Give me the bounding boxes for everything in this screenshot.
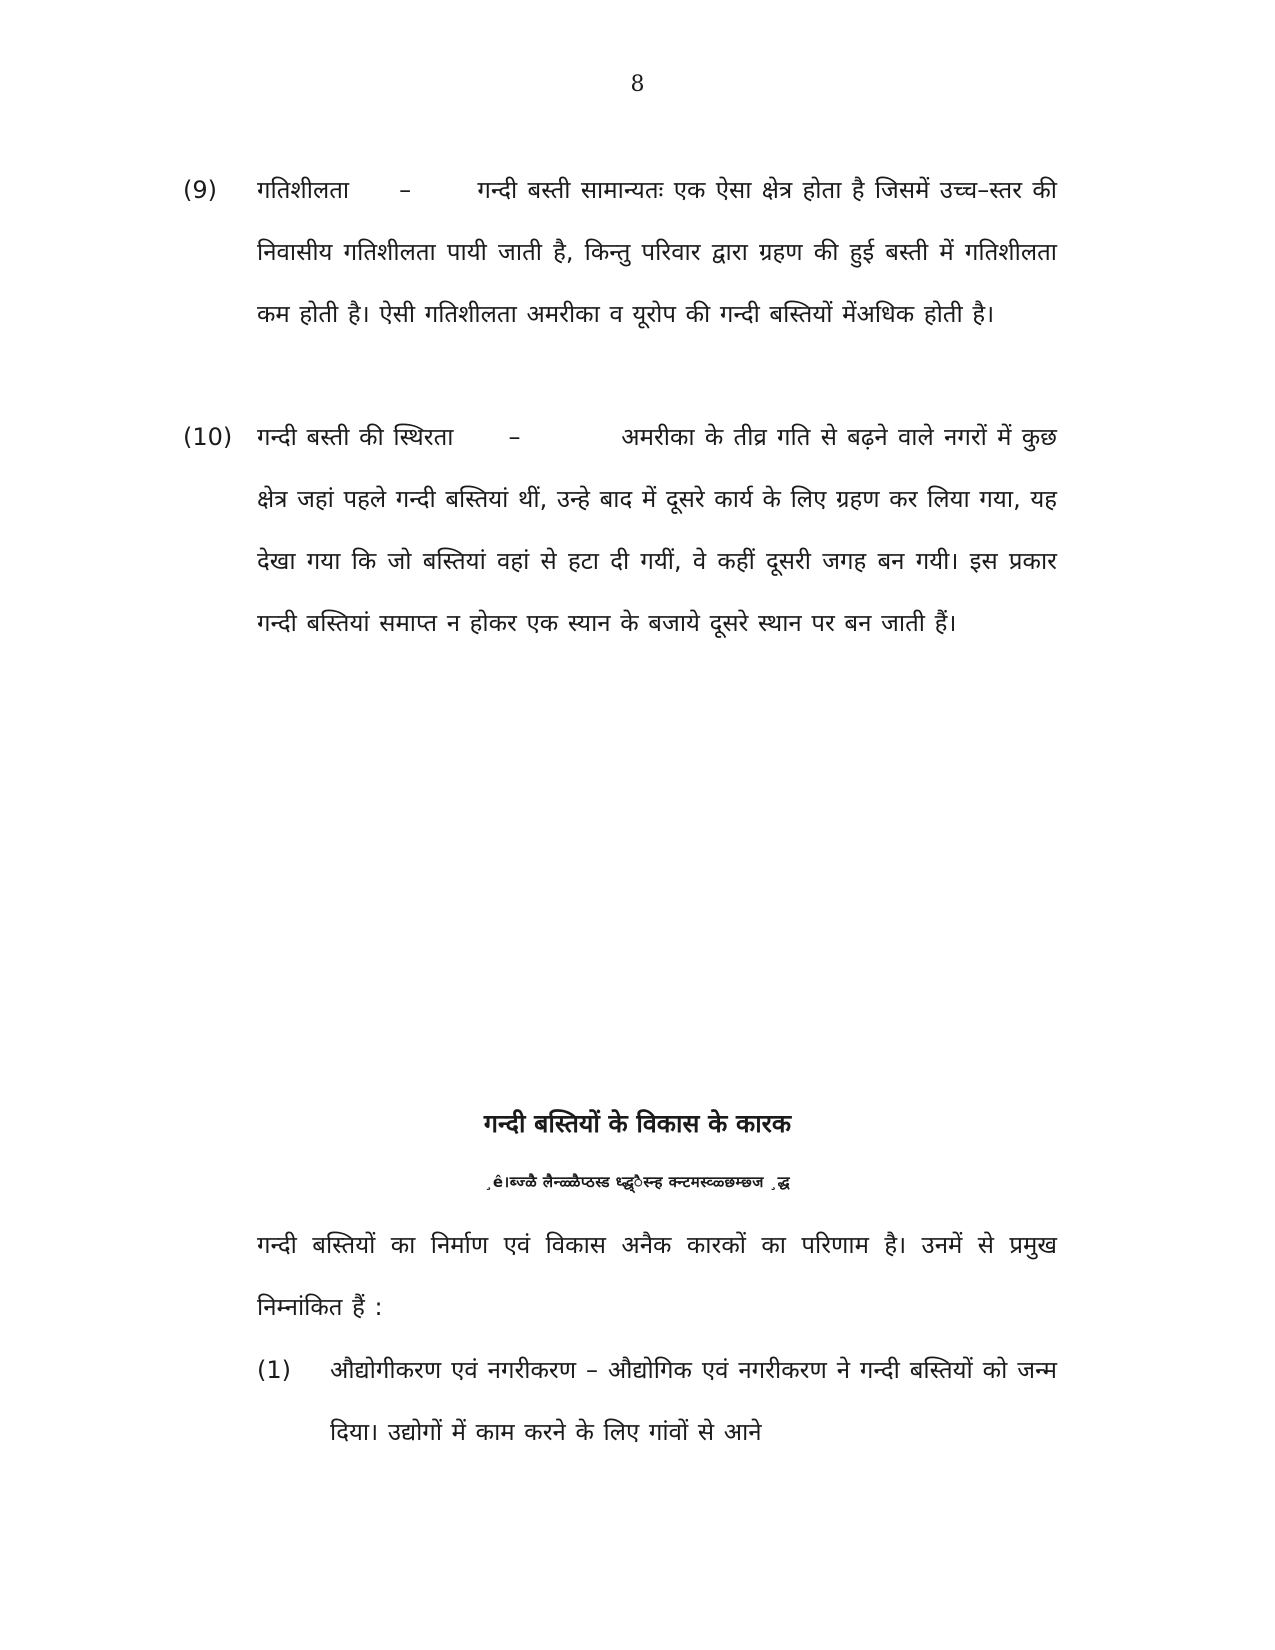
section-intro: गन्दी बस्तियों का निर्माण एवं विकास अनैक कारकों का परिणाम है। उनमें से प्रमुख निम्नांकित हैं : [257, 1231, 1057, 1321]
item-10-text: अमरीका के तीव्र गति से बढ़ने वाले नगरों में कुछ क्षेत्र जहां पहले गन्दी बस्तियां थीं, उन्हे बाद में दूसरे कार्य के लिए ग्रहण कर लिया गया, यह देखा गया कि जो बस्तियां वहां से हटा दी गयीं, वे कहीं दूसरी जगह बन गयी। इस प्रकार गन्दी बस्तियां समाप्त न होकर एक स्यान के बजाये दूसरे स्थान पर बन जाती हैं। [257, 423, 1057, 637]
section-heading: गन्दी बस्तियों के विकास के कारक [483, 1109, 792, 1138]
item-10-paragraph [257, 406, 1057, 654]
page-number: 8 [630, 72, 645, 97]
section-subheading: ¸ê।ब्ज्ळै लैन्ळ्ळैप्ठस्ड ध्द्ध्ैस्न्ह क्न्टमस्व्ळ्छम्छ्ज ¸द्ध [484, 1173, 791, 1191]
item-10-lead [257, 406, 611, 468]
item-9-text: गन्दी बस्ती सामान्यतः एक ऐसा क्षेत्र होता है जिसमें उच्च–स्तर की निवासीय गतिशीलता पायी जाती है, किन्तु परिवार द्वारा ग्रहण की हुई बस्ती में गतिशीलता कम होती है। ऐसी गतिशीलता अमरीका व यूरोप की गन्दी बस्तियों मेंअधिक होती है। [257, 176, 1058, 328]
item-10-marker: (10) [183, 423, 233, 451]
item-10-dash: – [508, 423, 521, 451]
item-1-paragraph: औद्योगीकरण एवं नगरीकरण – औद्योगिक एवं नगरीकरण ने गन्दी बस्तियों को जन्म दिया। उद्योगों में काम करने के लिए गांवों से आने [330, 1356, 1057, 1446]
item-9-lead [257, 159, 467, 221]
item-9-lead-text: गतिशीलता [257, 176, 350, 204]
item-9-dash: – [399, 176, 412, 204]
item-1-marker: (1) [257, 1356, 291, 1384]
item-10-lead-text: गन्दी बस्ती की स्थिरता [257, 423, 454, 451]
item-9-paragraph [257, 159, 1057, 345]
item-9-marker: (9) [183, 176, 217, 204]
